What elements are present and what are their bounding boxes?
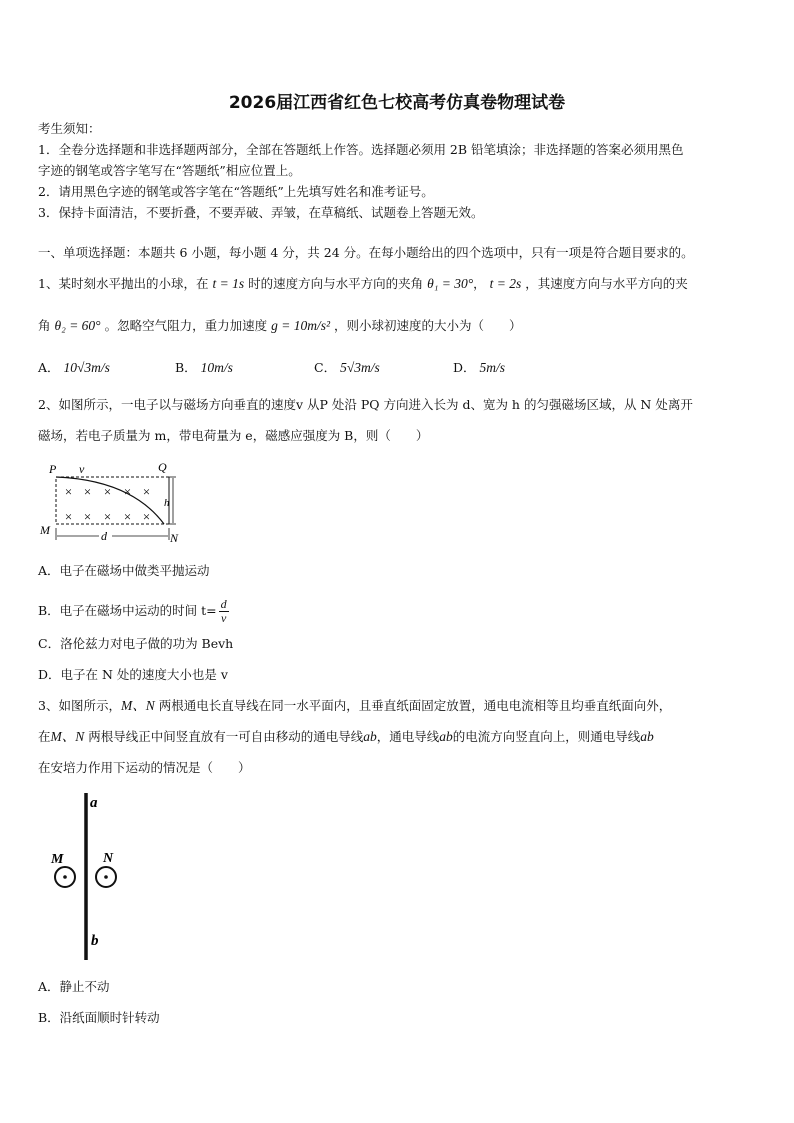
q1-option-b: B． 10m/s xyxy=(175,360,233,375)
cross-mark: × xyxy=(123,509,132,524)
label-d: d xyxy=(101,529,107,543)
q1-text: ，其速度方向与水平方向的夹 xyxy=(525,276,688,291)
label-n: N xyxy=(103,851,114,866)
section-heading: 一、单项选择题：本题共 6 小题，每小题 4 分，共 24 分。在每小题给出的四个选项中，只有一项是符合题目要求的。 xyxy=(38,245,694,260)
question-3-line-3: 在安培力作用下运动的情况是（ ） xyxy=(38,760,251,775)
wires-figure xyxy=(45,790,135,965)
label-p: P xyxy=(49,462,57,476)
cross-mark: × xyxy=(103,484,112,499)
cross-mark: × xyxy=(83,509,92,524)
q1-text: 1、某时刻水平抛出的小球，在 xyxy=(38,276,209,291)
question-2-line-2: 磁场，若电子质量为 m，带电荷量为 e，磁感应强度为 B，则（ ） xyxy=(38,428,429,443)
q2-option-a: A．电子在磁场中做类平抛运动 xyxy=(38,563,210,578)
magnetic-field-figure xyxy=(36,456,186,546)
question-3-line-1: 3、如图所示，M、N 两根通电长直导线在同一水平面内，且垂直纸面固定放置，通电电流相等且均垂直纸面向外， xyxy=(38,698,672,713)
notice-heading: 考生须知： xyxy=(38,121,101,136)
cross-mark: × xyxy=(64,509,73,524)
label-n: N xyxy=(170,531,179,545)
notice-item-2: 2．请用黑色字迹的钢笔或答字笔在“答题纸”上先填写姓名和准考证号。 xyxy=(38,184,434,199)
label-m: M xyxy=(40,523,50,537)
label-m: M xyxy=(51,852,64,867)
q1-text: ，则小球初速度的大小为（ ） xyxy=(333,318,522,333)
q1-option-a: A． 10√3m/s xyxy=(38,360,110,375)
q1-time-1: t = 1s xyxy=(212,276,245,291)
question-2-line-1: 2、如图所示，一电子以与磁场方向垂直的速度v 从P 处沿 PQ 方向进入长为 d、宽为 h 的匀强磁场区域，从 N 处离开 xyxy=(38,397,693,412)
q2-option-b: B．电子在磁场中运动的时间 t= $\frac{d}{v}$ xyxy=(38,597,227,625)
q2-option-c: C．洛伦兹力对电子做的功为 Bevh xyxy=(38,636,234,651)
q1-option-d: D． 5m/s xyxy=(453,360,506,375)
q1-text: 时的速度方向与水平方向的夹角 xyxy=(248,276,424,291)
q1-time-2: t = 2s xyxy=(489,276,522,291)
page-title: 2026届江西省红色七校高考仿真卷物理试卷 xyxy=(228,93,566,113)
notice-item-1: 1．全卷分选择题和非选择题两部分，全部在答题纸上作答。选择题必须用 2B 铅笔填涂；非选择题的答案必须用黑色 xyxy=(38,142,684,157)
cross-mark: × xyxy=(142,484,151,499)
q1-angle-1: θ₁ = 30° xyxy=(427,276,474,291)
label-q: Q xyxy=(158,460,167,474)
question-1-line-2 xyxy=(38,318,522,334)
field-crosses xyxy=(64,484,151,524)
question-1-line-1 xyxy=(38,276,688,292)
field-region xyxy=(56,477,169,524)
label-h: h xyxy=(164,497,170,509)
cross-mark: × xyxy=(64,484,73,499)
notice-item-1-cont: 字迹的钢笔或答字笔写在“答题纸”相应位置上。 xyxy=(38,163,301,178)
q3-option-a: A．静止不动 xyxy=(38,979,110,994)
notice-item-3: 3．保持卡面清洁，不要折叠，不要弄破、弄皱，在草稿纸、试题卷上答题无效。 xyxy=(38,205,484,220)
q3-option-b: B．沿纸面顺时针转动 xyxy=(38,1010,160,1025)
label-a: a xyxy=(90,795,98,811)
label-b: b xyxy=(91,933,99,949)
q1-option-c: C． 5√3m/s xyxy=(314,360,380,375)
q1-text: 角 xyxy=(38,318,51,333)
question-3-line-2: 在M、N 两根导线正中间竖直放有一可自由移动的通电导线ab，通电导线ab的电流方向竖直向上，则通电导线ab xyxy=(38,729,654,744)
q1-sep: ， xyxy=(473,276,486,291)
q1-text: 。忽略空气阻力，重力加速度 xyxy=(104,318,268,333)
q2-option-d: D．电子在 N 处的速度大小也是 v xyxy=(38,667,228,682)
label-v: v xyxy=(79,462,85,476)
q1-angle-2: θ₂ = 60° xyxy=(54,318,101,333)
cross-mark: × xyxy=(142,509,151,524)
cross-mark: × xyxy=(103,509,112,524)
cross-mark: × xyxy=(123,484,132,499)
cross-mark: × xyxy=(83,484,92,499)
q1-gravity: g = 10m/s² xyxy=(271,318,330,333)
time-fraction: $\frac{d}{v}$ xyxy=(220,597,227,625)
